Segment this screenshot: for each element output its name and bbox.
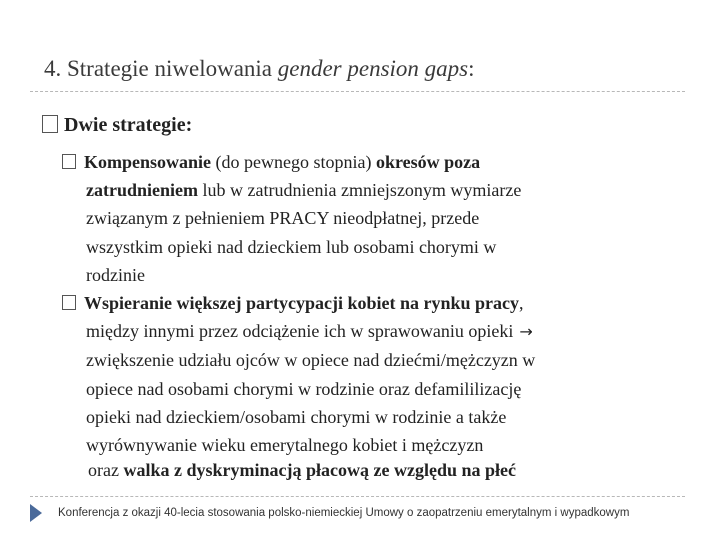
title-prefix: 4. Strategie niwelowania (44, 56, 278, 81)
item-participation (62, 289, 682, 459)
item2-line-5: opieki nad dzieckiem/osobami chorymi w rodzinie a także (86, 406, 507, 427)
item1-line-1 (62, 148, 682, 176)
square-bullet-icon (42, 115, 58, 133)
item2-lead-bold: Wspieranie większej partycypacji kobiet na rynku pracy (84, 293, 519, 313)
footer-text: Konferencja z okazji 40-lecia stosowania polsko-niemieckiej Umowy o zaopatrzeniu emerytalnym i wypadkowym (58, 507, 630, 519)
item1-line-3: związanym z pełnieniem PRACY nieodpłatnej, przede (86, 208, 480, 229)
item1-line-5: rodzinie (86, 264, 145, 285)
item2-line-2 (62, 317, 682, 346)
triangle-right-icon (30, 504, 42, 522)
item1-line-2-bold: zatrudnieniem (86, 180, 198, 201)
closing-line (88, 460, 516, 481)
square-bullet-icon (62, 295, 76, 310)
item1-line-2 (62, 176, 682, 204)
footer (30, 502, 629, 524)
bottom-divider (30, 496, 685, 497)
item2-line-1 (62, 289, 682, 317)
item1-line-4: wszystkim opieki nad dzieckiem lub osobami chorymi w (86, 236, 497, 257)
item2-line-2-text: między innymi przez odciążenie ich w sprawowaniu opieki (86, 321, 514, 342)
item1-lead-bold: Kompensowanie (84, 152, 212, 172)
slide-title (44, 56, 475, 82)
item2-line-6: wyrównywanie wieku emerytalnego kobiet i mężczyzn (86, 435, 484, 456)
title-italic: gender pension gaps (277, 56, 469, 81)
top-divider (30, 91, 685, 92)
item2-line-4: opiece nad osobami chorymi w rodzinie oraz defamililizację (86, 378, 522, 399)
right-arrow-icon: → (519, 322, 533, 342)
level1-bullet (42, 114, 192, 137)
closing-bold: walka z dyskryminacją płacową ze względu na płeć (123, 460, 516, 480)
item2-lead-normal: , (518, 293, 524, 313)
item-compensation (62, 148, 682, 289)
item1-line-2-normal: lub w zatrudnienia zmniejszonym wymiarze (198, 180, 522, 201)
closing-normal: oraz (88, 460, 124, 480)
item1-lead-normal: (do pewnego stopnia) (211, 152, 376, 172)
item2-line-3: zwiększenie udziału ojców w opiece nad dziećmi/mężczyzn w (86, 350, 536, 371)
item1-lead-bold2: okresów poza (375, 152, 481, 172)
square-bullet-icon (62, 154, 76, 169)
level1-label: Dwie strategie: (64, 114, 193, 136)
title-suffix: : (468, 56, 475, 81)
